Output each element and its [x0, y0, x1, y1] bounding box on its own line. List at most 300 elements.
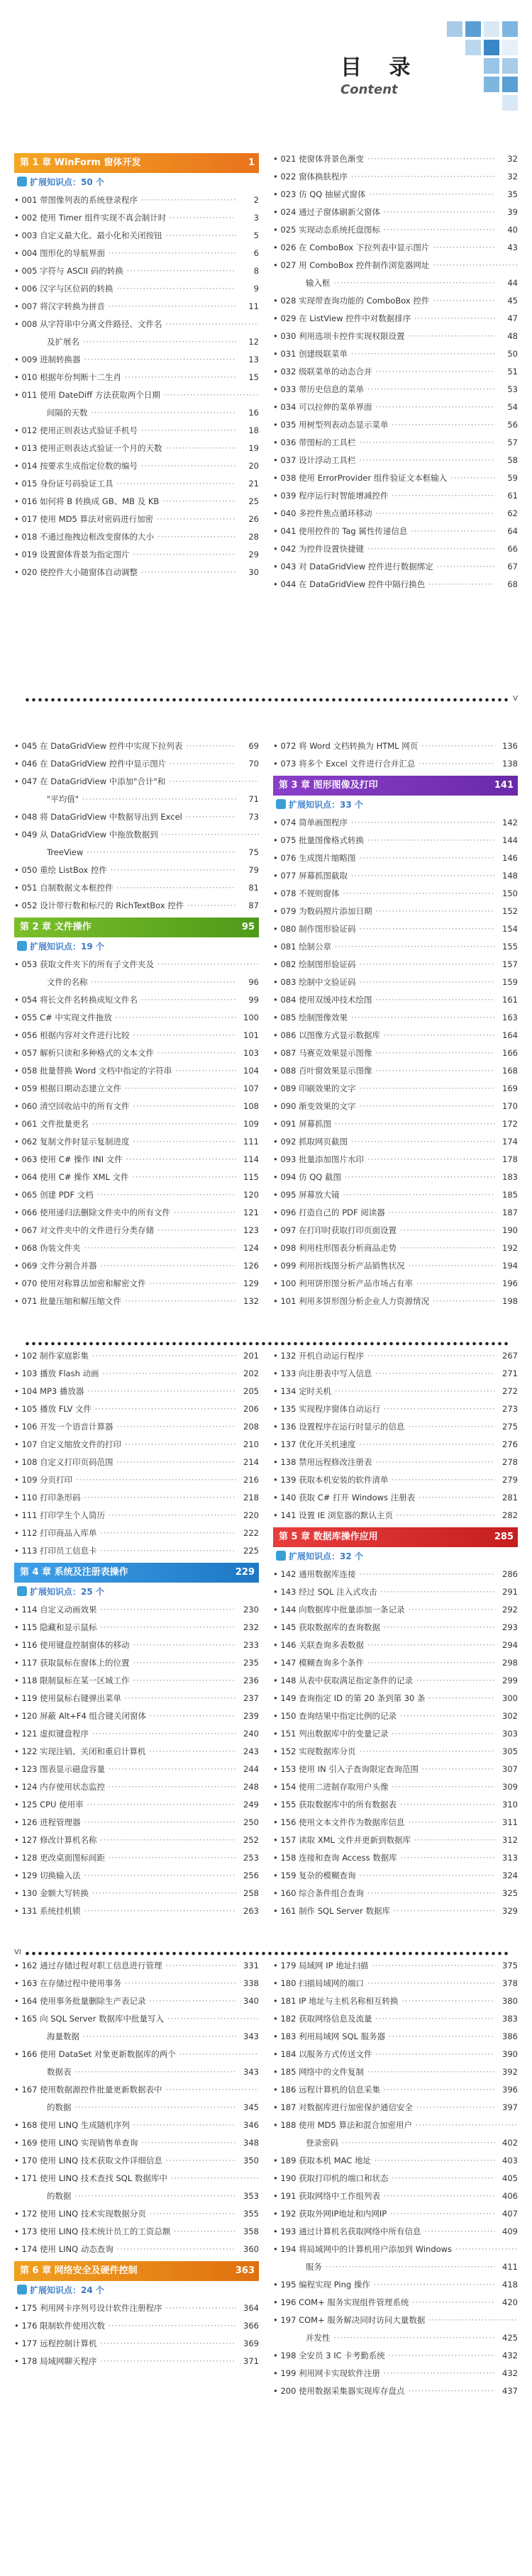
entry-page: 302 — [497, 1707, 518, 1725]
entry-page: 99 — [238, 991, 259, 1009]
toc-entry[interactable] — [14, 1454, 259, 1471]
entry-text-wrap — [14, 528, 236, 546]
entry-title: 图表显示磁盘容量 — [40, 1764, 106, 1774]
toc-entry[interactable] — [273, 991, 518, 1009]
chapter-heading[interactable] — [14, 1563, 259, 1583]
toc-entry[interactable] — [273, 239, 518, 257]
toc-entry[interactable] — [273, 1672, 518, 1690]
toc-entry[interactable] — [14, 1489, 259, 1507]
entry-number: 002 — [21, 213, 38, 223]
toc-entry[interactable] — [14, 1743, 259, 1761]
toc-entry[interactable] — [273, 2294, 518, 2312]
entry-number: 012 — [21, 425, 38, 435]
toc-entry[interactable] — [14, 1418, 259, 1436]
toc-entry[interactable] — [273, 1115, 518, 1133]
toc-entry[interactable] — [14, 1257, 259, 1275]
toc-entry[interactable] — [14, 333, 259, 351]
toc-entry[interactable] — [273, 1293, 518, 1310]
toc-entry[interactable] — [14, 1654, 259, 1672]
entry-page: 405 — [497, 2170, 518, 2187]
entry-page: 13 — [238, 351, 259, 369]
toc-entry[interactable] — [273, 540, 518, 558]
toc-entry[interactable] — [273, 2063, 518, 2081]
bullet-icon: • — [14, 1996, 22, 2006]
toc-entry[interactable] — [14, 457, 259, 475]
toc-entry[interactable] — [273, 381, 518, 398]
toc-entry[interactable] — [14, 1672, 259, 1690]
toc-entry[interactable] — [14, 1707, 259, 1725]
toc-entry[interactable] — [273, 1619, 518, 1637]
toc-entry[interactable] — [273, 2046, 518, 2063]
toc-entry[interactable] — [273, 1365, 518, 1383]
toc-entry[interactable] — [273, 2365, 518, 2382]
toc-entry[interactable] — [273, 1601, 518, 1619]
entry-page: 136 — [497, 737, 518, 755]
toc-entry[interactable] — [14, 773, 259, 791]
entry-title: 使用双缓冲技术绘图 — [299, 995, 372, 1005]
toc-entry[interactable] — [273, 2205, 518, 2223]
toc-entry[interactable] — [273, 1761, 518, 1778]
toc-entry[interactable] — [273, 1849, 518, 1867]
toc-entry[interactable] — [273, 737, 518, 755]
toc-entry[interactable] — [14, 511, 259, 528]
toc-entry[interactable] — [273, 416, 518, 434]
toc-entry[interactable] — [14, 1975, 259, 1992]
entry-text-wrap — [273, 416, 495, 434]
toc-entry[interactable] — [273, 434, 518, 452]
toc-entry[interactable] — [273, 203, 518, 221]
toc-entry[interactable] — [14, 1601, 259, 1619]
toc-entry[interactable] — [14, 316, 259, 333]
toc-entry[interactable] — [273, 1707, 518, 1725]
bullet-icon: • — [273, 1605, 281, 1615]
toc-entry[interactable] — [273, 1080, 518, 1098]
toc-entry[interactable] — [273, 2010, 518, 2028]
toc-entry[interactable] — [273, 1418, 518, 1436]
bullet-icon: • — [14, 995, 22, 1005]
toc-entry[interactable] — [273, 832, 518, 849]
toc-entry[interactable] — [273, 1151, 518, 1169]
toc-entry[interactable] — [273, 1454, 518, 1471]
chapter-heading[interactable] — [14, 918, 259, 937]
toc-entry[interactable] — [14, 1044, 259, 1062]
toc-entry[interactable] — [273, 1133, 518, 1151]
toc-entry[interactable] — [14, 1690, 259, 1707]
entry-page: 256 — [238, 1867, 259, 1885]
toc-entry[interactable] — [273, 1436, 518, 1454]
toc-entry[interactable] — [14, 991, 259, 1009]
toc-entry[interactable] — [14, 262, 259, 280]
toc-entry[interactable] — [273, 1975, 518, 1992]
toc-entry[interactable] — [14, 2081, 259, 2099]
toc-entry[interactable] — [273, 523, 518, 540]
toc-entry[interactable] — [273, 1489, 518, 1507]
toc-entry[interactable] — [14, 2335, 259, 2353]
bullet-icon: • — [14, 1870, 22, 1880]
toc-entry[interactable] — [273, 1169, 518, 1186]
toc-entry[interactable] — [273, 221, 518, 239]
entry-title: 多控件焦点循环移动 — [299, 508, 372, 518]
toc-entry[interactable] — [273, 885, 518, 903]
toc-entry[interactable] — [14, 404, 259, 422]
toc-entry[interactable] — [273, 1257, 518, 1275]
toc-entry[interactable] — [14, 1761, 259, 1778]
toc-entry[interactable] — [14, 862, 259, 879]
toc-entry[interactable] — [14, 1383, 259, 1400]
entry-text-wrap — [14, 2117, 236, 2134]
toc-entry[interactable] — [14, 1507, 259, 1524]
entry-text-wrap — [273, 1222, 495, 1239]
toc-entry[interactable] — [273, 1743, 518, 1761]
toc-entry[interactable] — [273, 2276, 518, 2294]
entry-title: 屏幕抓图 — [299, 1119, 332, 1129]
toc-entry[interactable] — [14, 422, 259, 440]
toc-entry[interactable] — [273, 1275, 518, 1293]
entry-number: 072 — [280, 741, 297, 751]
toc-entry[interactable] — [273, 363, 518, 381]
bullet-icon: • — [273, 313, 281, 323]
toc-entry[interactable] — [14, 1151, 259, 1169]
toc-entry[interactable] — [14, 1275, 259, 1293]
toc-entry[interactable] — [273, 1796, 518, 1814]
toc-entry[interactable] — [273, 1902, 518, 1920]
toc-entry[interactable] — [14, 897, 259, 915]
entry-number: 005 — [21, 266, 38, 276]
toc-entry[interactable] — [14, 227, 259, 245]
toc-entry[interactable] — [273, 1778, 518, 1796]
entry-text-wrap — [14, 2353, 236, 2370]
entry-title: 利用选项卡控件实现权限设置 — [299, 331, 405, 341]
toc-entry[interactable] — [14, 2205, 259, 2223]
toc-entry[interactable] — [273, 938, 518, 956]
toc-entry[interactable] — [273, 2117, 518, 2134]
toc-entry[interactable] — [273, 310, 518, 328]
entry-number: 173 — [21, 2226, 38, 2236]
toc-entry[interactable] — [14, 1992, 259, 2010]
toc-entry[interactable] — [14, 1347, 259, 1365]
toc-entry[interactable] — [14, 879, 259, 897]
toc-entry[interactable] — [14, 1637, 259, 1654]
chapter-heading[interactable] — [273, 776, 518, 796]
toc-entry[interactable] — [14, 2299, 259, 2317]
bullet-icon: • — [273, 1493, 281, 1502]
toc-entry[interactable] — [273, 2028, 518, 2046]
toc-entry[interactable] — [14, 191, 259, 209]
toc-entry[interactable] — [273, 1725, 518, 1743]
toc-entry[interactable] — [14, 1009, 259, 1027]
toc-entry[interactable] — [14, 2170, 259, 2187]
entry-page: 35 — [497, 186, 518, 203]
toc-entry[interactable] — [14, 1619, 259, 1637]
toc-entry[interactable] — [14, 1062, 259, 1080]
toc-entry[interactable] — [273, 974, 518, 991]
toc-entry[interactable] — [273, 849, 518, 867]
toc-entry[interactable] — [14, 1831, 259, 1849]
toc-entry[interactable] — [14, 1080, 259, 1098]
toc-entry[interactable] — [273, 576, 518, 593]
toc-entry[interactable] — [273, 1400, 518, 1418]
toc-entry[interactable] — [273, 903, 518, 920]
toc-entry[interactable] — [14, 1778, 259, 1796]
toc-entry[interactable] — [273, 1098, 518, 1115]
toc-entry[interactable] — [14, 209, 259, 227]
toc-entry[interactable] — [273, 2187, 518, 2205]
entry-page: 206 — [238, 1400, 259, 1418]
toc-entry[interactable] — [273, 2099, 518, 2117]
toc-entry[interactable] — [14, 1027, 259, 1044]
toc-entry[interactable] — [14, 1186, 259, 1204]
entry-page: 233 — [238, 1637, 259, 1654]
toc-entry[interactable] — [14, 1524, 259, 1542]
entry-text-wrap — [273, 1619, 495, 1637]
toc-entry[interactable] — [14, 2187, 259, 2205]
entry-text-wrap — [14, 826, 259, 844]
entry-text-wrap — [273, 203, 495, 221]
entry-number: 035 — [280, 420, 297, 430]
entry-text-wrap — [273, 903, 495, 920]
toc-entry[interactable] — [14, 2010, 259, 2028]
toc-entry[interactable] — [14, 1796, 259, 1814]
toc-entry[interactable] — [273, 1690, 518, 1707]
toc-entry[interactable] — [273, 1044, 518, 1062]
toc-entry[interactable] — [14, 2117, 259, 2134]
toc-entry[interactable] — [14, 1239, 259, 1257]
toc-entry[interactable] — [14, 755, 259, 773]
entry-text-wrap — [14, 1902, 236, 1920]
entry-title: 在打印时获取打印页面设置 — [299, 1225, 397, 1235]
entry-title: 可以拉伸的菜单界面 — [299, 402, 372, 412]
bullet-icon: • — [273, 1658, 281, 1668]
entry-text-wrap — [14, 2223, 236, 2241]
entry-text-wrap — [14, 2170, 259, 2187]
toc-entry[interactable] — [273, 2347, 518, 2365]
toc-entry[interactable] — [14, 2099, 259, 2117]
toc-entry[interactable] — [273, 2152, 518, 2170]
toc-entry[interactable] — [14, 2152, 259, 2170]
toc-entry[interactable] — [14, 1204, 259, 1222]
toc-entry[interactable] — [14, 956, 259, 974]
entry-number: 130 — [21, 1888, 38, 1898]
entry-number: 070 — [21, 1278, 38, 1288]
entry-title: 使用键盘控制窗体的移动 — [40, 1640, 130, 1650]
toc-entry[interactable] — [14, 440, 259, 457]
entry-page: 187 — [497, 1204, 518, 1222]
entry-number: 019 — [21, 550, 38, 559]
toc-entry[interactable] — [273, 2382, 518, 2400]
bullet-icon: • — [273, 189, 281, 199]
entry-title: 使用数据采集器实现库存盘点 — [299, 2386, 405, 2396]
toc-entry[interactable] — [14, 1400, 259, 1418]
toc-entry[interactable] — [273, 1831, 518, 1849]
toc-entry[interactable] — [14, 351, 259, 369]
toc-entry[interactable] — [14, 1222, 259, 1239]
toc-entry[interactable] — [273, 1204, 518, 1222]
toc-entry[interactable] — [14, 1133, 259, 1151]
toc-entry[interactable] — [14, 1542, 259, 1560]
toc-entry[interactable] — [273, 956, 518, 974]
entry-text-wrap — [273, 1293, 495, 1310]
toc-entry[interactable] — [273, 186, 518, 203]
entry-title: 实现程序窗体自动运行 — [299, 1404, 381, 1414]
toc-entry[interactable] — [14, 1098, 259, 1115]
toc-entry[interactable] — [14, 1885, 259, 1902]
toc-entry[interactable] — [14, 369, 259, 386]
toc-entry[interactable] — [14, 1365, 259, 1383]
toc-entry[interactable] — [273, 1507, 518, 1524]
toc-entry[interactable] — [273, 1885, 518, 1902]
toc-entry[interactable] — [14, 1293, 259, 1310]
entry-number: 047 — [21, 776, 38, 786]
toc-entry[interactable] — [273, 1566, 518, 1583]
toc-entry[interactable] — [273, 292, 518, 310]
entry-number: 041 — [280, 526, 297, 536]
bullet-icon: • — [273, 1208, 281, 1217]
entry-text-wrap — [273, 1957, 495, 1975]
entry-text-wrap — [14, 2028, 236, 2046]
toc-entry[interactable] — [273, 274, 518, 292]
toc-entry[interactable] — [14, 791, 259, 808]
entry-text-wrap — [14, 1293, 236, 1310]
toc-entry[interactable] — [14, 2223, 259, 2241]
toc-entry[interactable] — [273, 1992, 518, 2010]
toc-entry[interactable] — [14, 1436, 259, 1454]
toc-entry[interactable] — [273, 2223, 518, 2241]
toc-entry[interactable] — [273, 452, 518, 469]
toc-entry[interactable] — [273, 168, 518, 186]
toc-entry[interactable] — [273, 1867, 518, 1885]
toc-entry[interactable] — [14, 1902, 259, 1920]
entry-text-wrap — [14, 2010, 259, 2028]
toc-entry[interactable] — [14, 298, 259, 316]
toc-entry[interactable] — [273, 2241, 518, 2258]
entry-text-wrap — [273, 885, 495, 903]
toc-entry[interactable] — [273, 2329, 518, 2347]
toc-entry[interactable] — [14, 280, 259, 298]
toc-entry[interactable] — [14, 974, 259, 991]
toc-entry[interactable] — [273, 1814, 518, 1831]
toc-entry[interactable] — [14, 1471, 259, 1489]
chapter-title: 第 1 章 WinForm 窗体开发 — [20, 157, 141, 168]
toc-entry[interactable] — [273, 150, 518, 168]
entry-number: 133 — [280, 1368, 297, 1378]
toc-entry[interactable] — [273, 2134, 518, 2152]
entry-number: 140 — [280, 1493, 297, 1502]
entry-title: 打造自己的 PDF 阅读器 — [299, 1208, 385, 1217]
toc-entry[interactable] — [14, 528, 259, 546]
toc-entry[interactable] — [14, 475, 259, 493]
toc-entry[interactable] — [273, 1654, 518, 1672]
toc-entry[interactable] — [14, 1867, 259, 1885]
chapter-heading[interactable] — [14, 2261, 259, 2281]
toc-entry[interactable] — [14, 1725, 259, 1743]
toc-entry[interactable] — [273, 2258, 518, 2276]
toc-entry[interactable] — [14, 1814, 259, 1831]
toc-entry[interactable] — [273, 755, 518, 773]
toc-entry[interactable] — [273, 469, 518, 487]
bullet-icon: • — [273, 995, 281, 1005]
toc-entry[interactable] — [273, 2312, 518, 2329]
toc-entry[interactable] — [14, 2134, 259, 2152]
toc-entry[interactable] — [14, 2046, 259, 2063]
toc-entry[interactable] — [14, 1849, 259, 1867]
toc-entry[interactable] — [273, 345, 518, 363]
toc-entry[interactable] — [273, 2170, 518, 2187]
toc-entry[interactable] — [14, 2353, 259, 2370]
toc-entry[interactable] — [273, 487, 518, 505]
entry-title: 获取本机 MAC 地址 — [299, 2156, 371, 2165]
toc-entry[interactable] — [14, 493, 259, 511]
entry-text-wrap — [273, 1885, 495, 1902]
entry-page: 166 — [497, 1044, 518, 1062]
toc-entry[interactable] — [273, 1471, 518, 1489]
entry-title: 打印条形码 — [40, 1493, 81, 1502]
bullet-icon: • — [273, 367, 281, 377]
toc-entry[interactable] — [273, 1347, 518, 1365]
toc-entry[interactable] — [273, 1383, 518, 1400]
toc-entry[interactable] — [14, 2317, 259, 2335]
toc-entry[interactable] — [14, 564, 259, 581]
toc-entry[interactable] — [14, 826, 259, 844]
toc-entry[interactable] — [273, 505, 518, 523]
entry-page: 397 — [497, 2099, 518, 2117]
toc-entry[interactable] — [273, 257, 518, 274]
toc-entry[interactable] — [14, 245, 259, 262]
toc-entry[interactable] — [14, 2241, 259, 2258]
toc-entry[interactable] — [14, 1957, 259, 1975]
bullet-icon: • — [14, 390, 22, 400]
toc-entry[interactable] — [273, 1637, 518, 1654]
toc-entry[interactable] — [273, 814, 518, 832]
chapter-heading[interactable] — [14, 153, 259, 173]
toc-entry[interactable] — [14, 737, 259, 755]
entry-page: 16 — [238, 404, 259, 422]
toc-entry[interactable] — [273, 1222, 518, 1239]
toc-entry[interactable] — [14, 2028, 259, 2046]
toc-entry[interactable] — [273, 1009, 518, 1027]
toc-entry[interactable] — [273, 1239, 518, 1257]
toc-entry[interactable] — [14, 546, 259, 564]
toc-entry[interactable] — [273, 398, 518, 416]
entry-page: 123 — [238, 1222, 259, 1239]
entry-text-wrap — [14, 1524, 236, 1542]
toc-entry[interactable] — [273, 1062, 518, 1080]
toc-entry[interactable] — [273, 1957, 518, 1975]
toc-entry[interactable] — [14, 1115, 259, 1133]
toc-entry[interactable] — [14, 844, 259, 862]
toc-entry[interactable] — [273, 1583, 518, 1601]
toc-entry[interactable] — [273, 2081, 518, 2099]
toc-entry[interactable] — [14, 1169, 259, 1186]
toc-entry[interactable] — [14, 808, 259, 826]
chapter-heading[interactable] — [273, 1527, 518, 1547]
toc-entry[interactable] — [14, 2063, 259, 2081]
toc-entry[interactable] — [273, 920, 518, 938]
entry-title: 利用局域网 SQL 服务器 — [299, 2031, 386, 2041]
entry-title: 批量替换 Word 文档中指定的字符串 — [40, 1066, 172, 1076]
entry-page: 6 — [238, 245, 259, 262]
toc-entry[interactable] — [14, 386, 259, 404]
entry-number: 008 — [21, 319, 38, 329]
entry-text-wrap — [273, 257, 518, 274]
toc-entry[interactable] — [273, 558, 518, 576]
toc-entry[interactable] — [273, 867, 518, 885]
entry-number: 095 — [280, 1190, 297, 1200]
toc-entry[interactable] — [273, 1186, 518, 1204]
entry-text-wrap — [273, 2241, 518, 2258]
entry-text-wrap — [273, 150, 495, 168]
toc-entry[interactable] — [273, 328, 518, 345]
toc-entry[interactable] — [273, 1027, 518, 1044]
